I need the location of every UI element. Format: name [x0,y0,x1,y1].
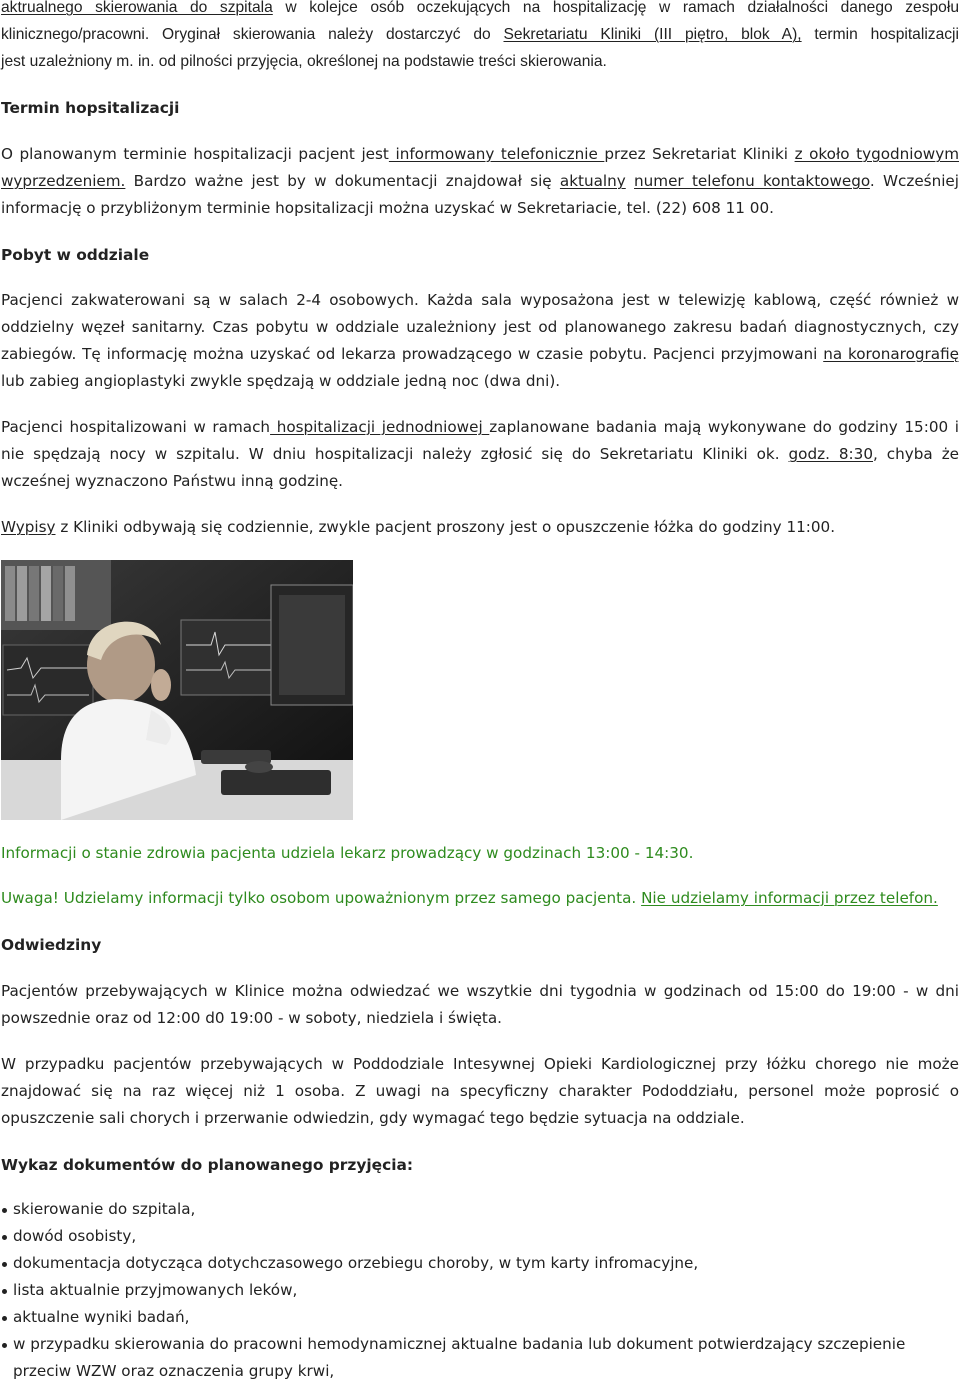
bullet-icon [2,1343,7,1348]
pobyt-paragraph-2: Pacjenci hospitalizowani w ramach hospitalizacji jednodniowej zaplanowane badania mają wykonywane do godziny 15:00 i nie spędzają nocy w szpitalu. W dniu hospitalizacji należy zgłosić się do Sekretariatu Kliniki ok. godz. 8:30, chyba że wcześnej wyznaczono Państwu inną godzinę. [1,418,960,490]
pobyt-paragraph-1: Pacjenci zakwaterowani są w salach 2-4 osobowych. Każda sala wyposażona jest w telewizję kablową, część również w oddzielny węzeł sanitarny. Czas pobytu w oddziale uzależniony jest od planowanego zakresu badań diagnostycznych, czy zabiegów. Tę informację można uzyskać od lekarza prowadzącego w czasie pobytu. Pacjenci przyjmowani na koronarografię lub zabieg angioplastyki zwykle spędzają w oddziale jedną noc (dwa dni). [1,291,959,390]
intro-line-3: jest uzależniony m. in. od pilności przyjęcia, określonej na podstawie treści skierowania. [1,53,607,70]
nurse-monitoring-photo [1,560,353,820]
photo-illustration [1,560,353,820]
referral-link[interactable]: aktrualnego skierowania do szpitala [1,0,273,16]
list-item: dowód osobisty, [1,1223,959,1250]
one-day-hospitalization-link[interactable]: hospitalizacji jednodniowej [270,418,490,436]
bullet-icon [2,1262,7,1267]
intro-paragraph [1,0,959,75]
intro-line-2: klinicznego/pracowni. Oryginał skierowania należy dostarczyć do Sekretariatu Kliniki (III piętro, blok A), termin hospitalizacji [1,26,959,43]
phone-number-link[interactable]: numer telefonu kontaktowego [634,172,870,190]
pobyt-paragraph-3: Wypisy z Kliniki odbywają się codziennie, zwykle pacjent proszony jest o opuszczenie łóżka do godziny 11:00. [1,518,836,536]
bullet-icon [2,1316,7,1321]
section-heading-dokumenty: Wykaz dokumentów do planowanego przyjęcia: [1,1156,414,1174]
bullet-icon [2,1235,7,1240]
section-heading-pobyt: Pobyt w oddziale [1,246,150,264]
documents-list [1,1196,959,1385]
section-heading-termin: Termin hopsitalizacji [1,99,180,117]
phone-info-link[interactable]: informowany telefonicznie [388,145,605,163]
list-item: lista aktualnie przyjmowanych leków, [1,1277,959,1304]
current-link[interactable]: aktualny [559,172,626,190]
termin-paragraph: O planowanym terminie hospitalizacji pacjent jest informowany telefonicznie przez Sekretariat Kliniki z około tygodniowym wyprzedzeniem. Bardzo ważne jest by w dokumentacji znajdował się aktualny numer telefonu kontaktowego. Wcześniej informację o przybliżonym terminie hopsitalizacji można uzyskać w Sekretariacie, tel. (22) 608 11 00. [1,145,960,217]
info-paragraph-1: Informacji o stanie zdrowia pacjenta udziela lekarz prowadzący w godzinach 13:00 - 14:30. [1,844,694,862]
coronarography-link[interactable]: na koronarografię [823,345,959,363]
list-item: aktualne wyniki badań, [1,1304,959,1331]
info-paragraph-2: Uwaga! Udzielamy informacji tylko osobom upoważnionym przez samego pacjenta. Nie udzielamy informacji przez telefon. [1,889,938,907]
bullet-icon [2,1289,7,1294]
intro-line-1: aktrualnego skierowania do szpitala w kolejce osób oczekujących na hospitalizację w ramach działalności danego zespołu [1,0,959,16]
list-item: w przypadku skierowania do pracowni hemodynamicznej aktualne badania lub dokument potwierdzający szczepienie przeciw WZW oraz oznaczenia grupy krwi, [1,1331,959,1385]
bullet-icon [2,1208,7,1213]
advance-notice-link-cont[interactable]: wyprzedzeniem. [1,172,126,190]
section-heading-odwiedziny: Odwiedziny [1,936,102,954]
list-item: dokumentacja dotycząca dotychczasowego orzebiegu choroby, w tym karty infromacyjne, [1,1250,959,1277]
advance-notice-link[interactable]: z około tygodniowym [794,145,960,163]
discharge-link[interactable]: Wypisy [1,518,56,536]
secretariat-link[interactable]: Sekretariatu Kliniki (III piętro, blok A), [503,26,802,43]
list-item: skierowanie do szpitala, [1,1196,959,1223]
odwiedziny-paragraph-2: W przypadku pacjentów przebywających w Poddodziale Intesywnej Opieki Kardiologicznej przy łóżku chorego nie może znajdować się na raz więcej niż 1 osoba. Z uwagi na specyficzny charakter Pododdziału, personel może poprosić o opuszczenie sali chorych i przerwanie odwiedzin, gdy wymagać tego będzie sytuacja na oddziale. [1,1055,959,1127]
no-phone-info-link[interactable]: Nie udzielamy informacji przez telefon. [641,889,938,907]
time-link[interactable]: godz. 8:30 [788,445,873,463]
odwiedziny-paragraph-1: Pacjentów przebywających w Klinice można odwiedzać we wszytkie dni tygodnia w godzinach od 15:00 do 19:00 - w dni powszednie oraz od 12:00 d0 19:00 - w soboty, niedziela i święta. [1,982,959,1027]
